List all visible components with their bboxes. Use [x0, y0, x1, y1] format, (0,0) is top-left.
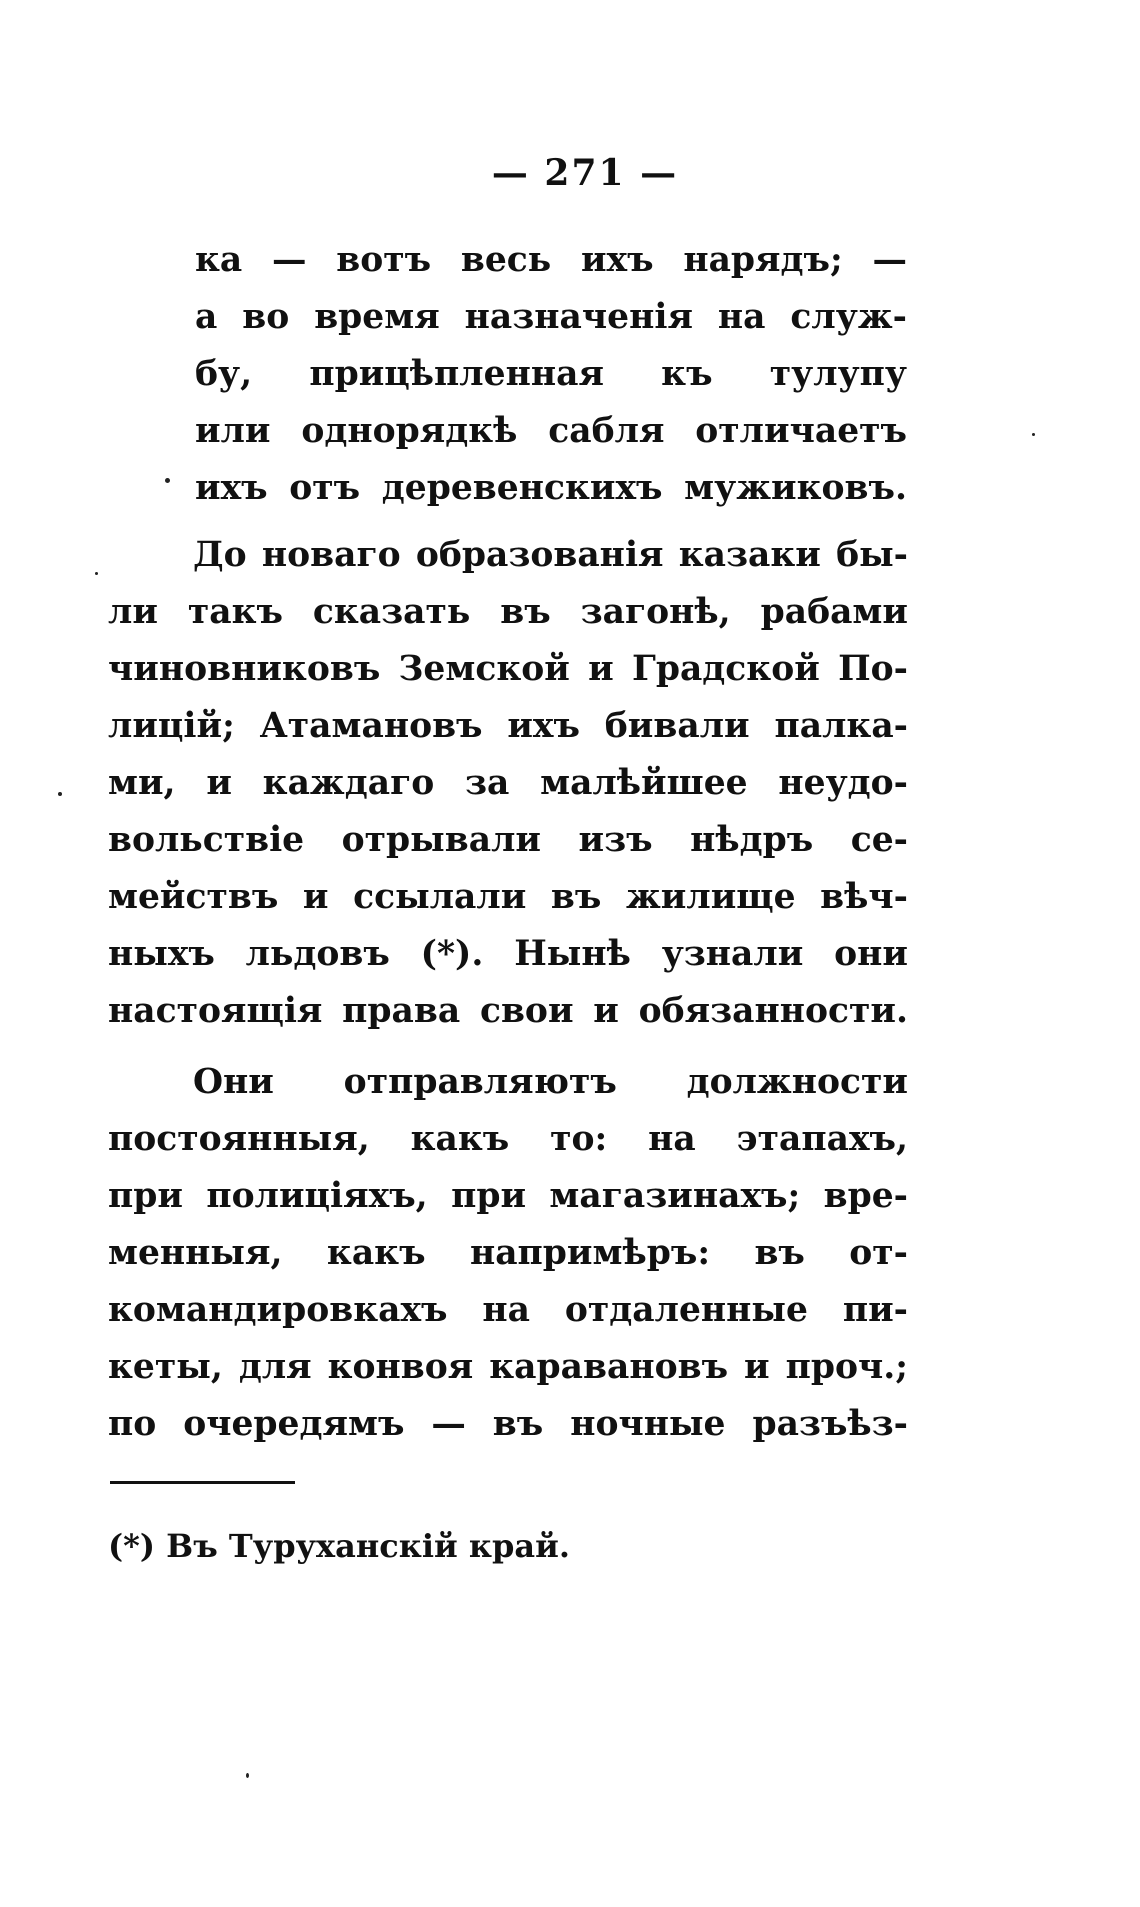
paragraph-cossacks-history [108, 527, 908, 1040]
text-line: До новаго образованія казаки бы- [193, 535, 908, 575]
footnote-divider [110, 1481, 295, 1484]
text-line: командировкахъ на отдаленные пи- [108, 1290, 908, 1330]
text-line: ихъ отъ деревенскихъ мужиковъ. [195, 468, 907, 508]
text-line: ми, и каждаго за малѣйшее неудо- [108, 763, 908, 803]
print-speck [1032, 433, 1035, 436]
text-line: менныя, какъ напримѣръ: въ от- [108, 1233, 908, 1273]
continuation-paragraph [195, 232, 907, 517]
page-number: — 271 — [491, 152, 679, 194]
text-line: чиновниковъ Земской и Градской По- [108, 649, 908, 689]
text-line: ка — вотъ весь ихъ нарядъ; — [195, 240, 907, 280]
text-line: мействъ и ссылали въ жилище вѣч- [108, 877, 908, 917]
print-speck [246, 1773, 249, 1778]
text-line: а во время назначенія на служ- [195, 297, 907, 337]
paragraph-duties [108, 1054, 908, 1453]
print-speck [58, 792, 62, 796]
text-line: постоянныя, какъ то: на этапахъ, [108, 1119, 908, 1159]
print-speck [95, 572, 98, 575]
print-speck [165, 478, 170, 483]
text-line: вольствіе отрывали изъ нѣдръ се- [108, 820, 908, 860]
text-line: при полиціяхъ, при магазинахъ; вре- [108, 1176, 908, 1216]
text-line: бу, прицѣпленная къ тулупу [195, 354, 907, 394]
text-line: ныхъ льдовъ (*). Нынѣ узнали они [108, 934, 908, 974]
text-line: по очередямъ — въ ночные разъѣз- [108, 1404, 908, 1444]
text-line: ли такъ сказать въ загонѣ, рабами [108, 592, 908, 632]
footnote: (*) Въ Туруханскій край. [108, 1527, 570, 1565]
text-line: кеты, для конвоя каравановъ и проч.; [108, 1347, 908, 1387]
text-line: или однорядкѣ сабля отличаетъ [195, 411, 907, 451]
text-line: настоящія права свои и обязанности. [108, 991, 908, 1031]
text-line: Они отправляютъ должности [193, 1062, 908, 1102]
text-line: лицій; Атамановъ ихъ бивали палка- [108, 706, 908, 746]
